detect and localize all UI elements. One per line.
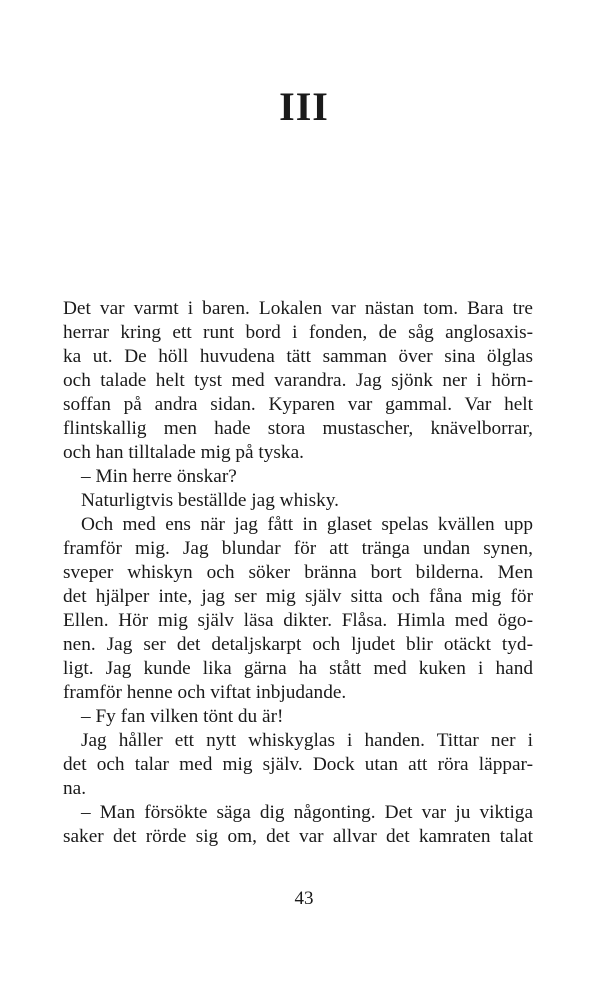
page-number: 43: [294, 888, 314, 909]
dialogue-line: – Man försökte säga dig någonting. Det var ju viktiga: [81, 802, 533, 823]
text-line: soffan på andra sidan. Kyparen var gammal. Var helt: [63, 394, 533, 415]
dialogue-line: – Fy fan vilken tönt du är!: [81, 706, 284, 727]
text-line: Jag håller ett nytt whiskyglas i handen. Tittar ner i: [81, 730, 533, 751]
chapter-heading: III: [279, 84, 329, 129]
text-line: och talade helt tyst med varandra. Jag sjönk ner i hörn-: [63, 370, 533, 391]
text-line: Och med ens när jag fått in glaset spelas kvällen upp: [81, 514, 533, 535]
text-line: herrar kring ett runt bord i fonden, de såg anglosaxis-: [63, 322, 533, 343]
text-line: ka ut. De höll huvudena tätt samman över sina ölglas: [63, 346, 533, 367]
text-line: na.: [63, 778, 87, 799]
body-text: [63, 297, 533, 849]
dialogue-line: – Min herre önskar?: [81, 466, 237, 487]
text-line: det och talar med mig själv. Dock utan att röra läppar-: [63, 754, 533, 775]
text-line: det hjälper inte, jag ser mig själv sitta och fåna mig för: [63, 586, 533, 607]
text-line: framför henne och viftat inbjudande.: [63, 682, 347, 703]
text-line: nen. Jag ser det detaljskarpt och ljudet blir otäckt tyd-: [63, 634, 533, 655]
text-line: Det var varmt i baren. Lokalen var nästan tom. Bara tre: [63, 298, 533, 319]
text-line: flintskallig men hade stora mustascher, knävelborrar,: [63, 418, 533, 439]
text-line: och han tilltalade mig på tyska.: [63, 442, 304, 463]
text-line: sveper whiskyn och söker bränna bort bilderna. Men: [63, 562, 533, 583]
text-line: saker det rörde sig om, det var allvar det kamraten talat: [63, 826, 533, 847]
text-line: framför mig. Jag blundar för att tränga undan synen,: [63, 538, 533, 559]
text-line: Ellen. Hör mig själv läsa dikter. Flåsa. Himla med ögo-: [63, 610, 533, 631]
text-line: Naturligtvis beställde jag whisky.: [81, 490, 339, 511]
text-line: ligt. Jag kunde lika gärna ha stått med kuken i hand: [63, 658, 533, 679]
